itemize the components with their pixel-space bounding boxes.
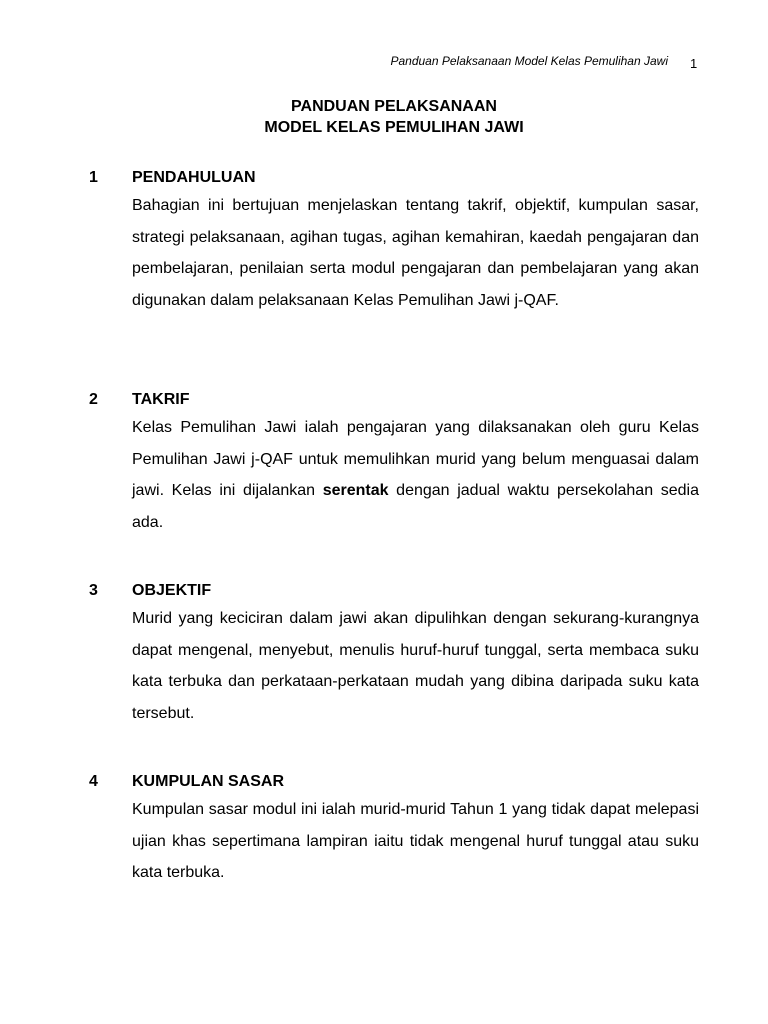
section-heading: PENDAHULUAN <box>132 169 256 186</box>
section-heading: OBJEKTIF <box>132 582 212 599</box>
title-line-2: MODEL KELAS PEMULIHAN JAWI <box>264 119 524 136</box>
section-body <box>132 412 699 538</box>
body-bold-text: serentak <box>322 482 389 499</box>
section-number: 4 <box>89 773 98 790</box>
title-line-1: PANDUAN PELAKSANAAN <box>291 98 497 115</box>
body-text: Kelas Pemulihan Jawi ialah pengajaran yang dilaksanakan oleh guru Kelas Pemulihan Jawi j-QAF untuk memulihkan murid yang belum menguasai dalam jawi. Kelas ini dijalankan <box>132 419 699 499</box>
section-number: 1 <box>89 169 98 186</box>
section-heading: TAKRIF <box>132 391 190 408</box>
section-body: Kumpulan sasar modul ini ialah murid-murid Tahun 1 yang tidak dapat melepasi ujian khas sepertimana lampiran iaitu tidak mengenal huruf tunggal atau suku kata terbuka. <box>132 801 699 881</box>
body-text: dengan jadual waktu persekolahan sedia ada. <box>132 482 700 531</box>
section-body: Bahagian ini bertujuan menjelaskan tentang takrif, objektif, kumpulan sasar, strategi pelaksanaan, agihan tugas, agihan kemahiran, kaedah pengajaran dan pembelajaran, penilaian serta modul pengajaran dan pembelajaran yang akan digunakan dalam pelaksanaan Kelas Pemulihan Jawi j-QAF. <box>132 197 699 309</box>
page-number: 1 <box>690 56 698 71</box>
section-number: 2 <box>89 391 98 408</box>
running-title: Panduan Pelaksanaan Model Kelas Pemulihan Jawi <box>390 54 668 68</box>
page-header <box>0 52 768 72</box>
section-body: Murid yang keciciran dalam jawi akan dipulihkan dengan sekurang-kurangnya dapat mengenal, menyebut, menulis huruf-huruf tunggal, serta membaca suku kata terbuka dan perkataan-perkataan mudah yang dibina daripada suku kata tersebut. <box>132 610 699 722</box>
section-heading: KUMPULAN SASAR <box>132 773 284 790</box>
document-title <box>0 96 768 138</box>
section-number: 3 <box>89 582 98 599</box>
